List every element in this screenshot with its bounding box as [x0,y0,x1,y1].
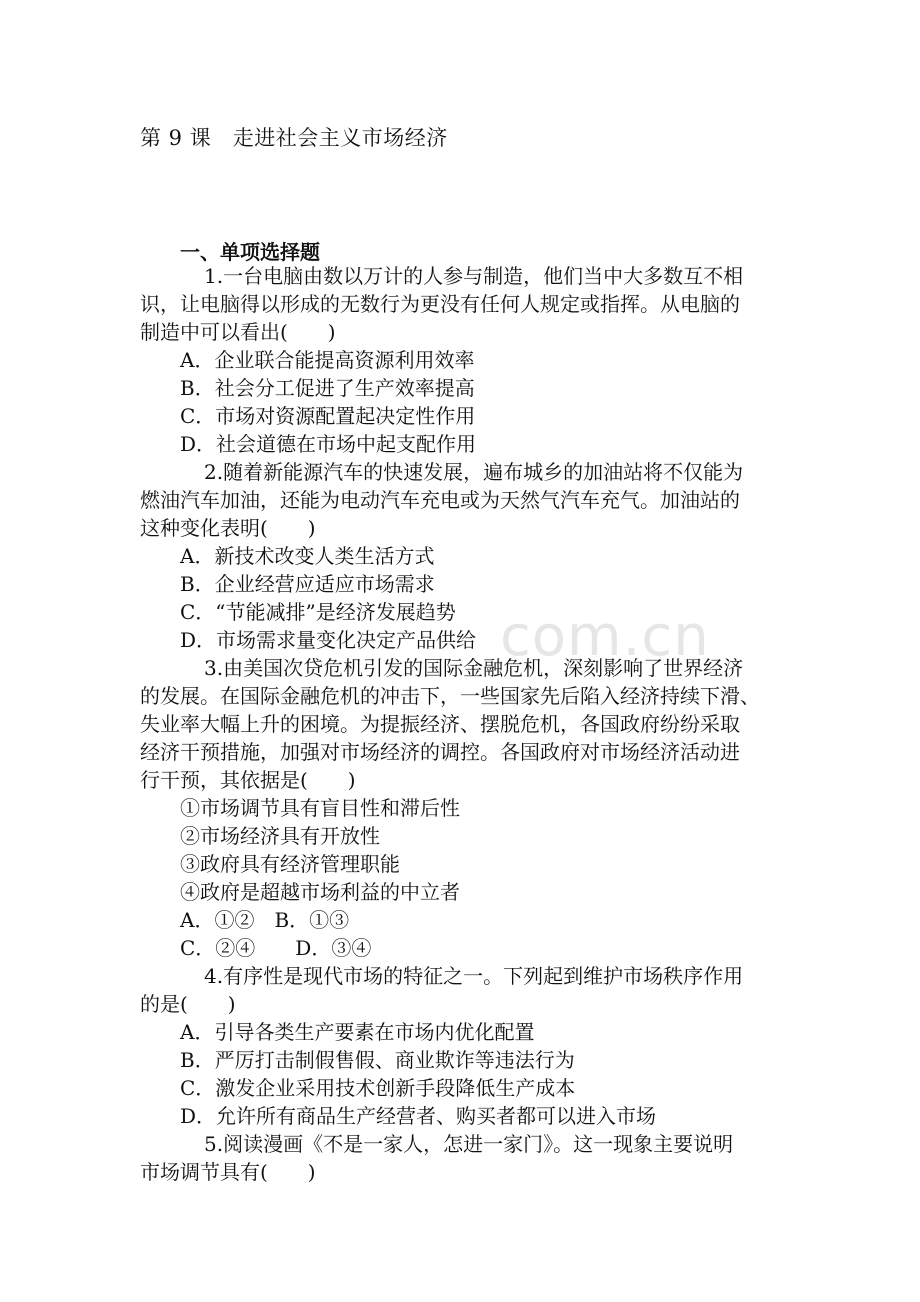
section-heading: 一、单项选择题 [180,240,320,264]
q3-statement-3: ③政府具有经济管理职能 [180,852,400,876]
q3-statement-1: ①市场调节具有盲目性和滞后性 [180,796,460,820]
q2-stem-line-3: 这种变化表明( ) [140,516,316,540]
q2-stem-line-2: 燃油汽车加油，还能为电动汽车充电或为天然气汽车充气。加油站的 [140,488,740,512]
q4-stem-line-1: 4.有序性是现代市场的特征之一。下列起到维护市场秩序作用 [204,964,744,988]
q4-option-a: A．引导各类生产要素在市场内优化配置 [180,1020,535,1044]
q2-option-a: A．新技术改变人类生活方式 [180,544,435,568]
q1-stem-line-2: 识，让电脑得以形成的无数行为更没有任何人规定或指挥。从电脑的 [140,292,740,316]
q3-statement-4: ④政府是超越市场利益的中立者 [180,880,460,904]
q5-stem-line-1: 5.阅读漫画《不是一家人，怎进一家门》。这一现象主要说明 [204,1132,734,1156]
q3-options-ab: A．①② B．①③ [180,908,350,932]
q2-option-d: D．市场需求量变化决定产品供给 [180,628,477,652]
q3-stem-line-2: 的发展。在国际金融危机的冲击下，一些国家先后陷入经济持续下滑、 [140,684,760,708]
q3-stem-line-3: 失业率大幅上升的困境。为提振经济、摆脱危机，各国政府纷纷采取 [140,712,740,736]
q1-stem-line-1: 1.一台电脑由数以万计的人参与制造，他们当中大多数互不相 [204,264,744,288]
q2-stem-line-1: 2.随着新能源汽车的快速发展，遍布城乡的加油站将不仅能为 [204,460,744,484]
q3-stem-line-4: 经济干预措施，加强对市场经济的调控。各国政府对市场经济活动进 [140,740,740,764]
q4-option-d: D．允许所有商品生产经营者、购买者都可以进入市场 [180,1104,657,1128]
q4-stem-line-2: 的是( ) [140,992,236,1016]
q1-option-c: C．市场对资源配置起决定性作用 [180,404,476,428]
q1-option-b: B．社会分工促进了生产效率提高 [180,376,475,400]
q3-statement-2: ②市场经济具有开放性 [180,824,380,848]
q3-stem-line-5: 行干预，其依据是( ) [140,768,356,792]
q1-stem-line-3: 制造中可以看出( ) [140,320,336,344]
q1-option-a: A．企业联合能提高资源利用效率 [180,348,475,372]
q2-option-c: C．“节能减排”是经济发展趋势 [180,600,456,624]
q5-stem-line-2: 市场调节具有( ) [140,1160,316,1184]
q4-option-c: C．激发企业采用技术创新手段降低生产成本 [180,1076,576,1100]
q2-option-b: B．企业经营应适应市场需求 [180,572,435,596]
watermark: com.cn [500,604,710,669]
lesson-title: 第 9 课 走进社会主义市场经济 [140,126,448,150]
q3-options-cd: C．②④ D．③④ [180,936,372,960]
q3-stem-line-1: 3.由美国次贷危机引发的国际金融危机，深刻影响了世界经济 [204,656,744,680]
q4-option-b: B．严厉打击制假售假、商业欺诈等违法行为 [180,1048,575,1072]
q1-option-d: D．社会道德在市场中起支配作用 [180,432,477,456]
